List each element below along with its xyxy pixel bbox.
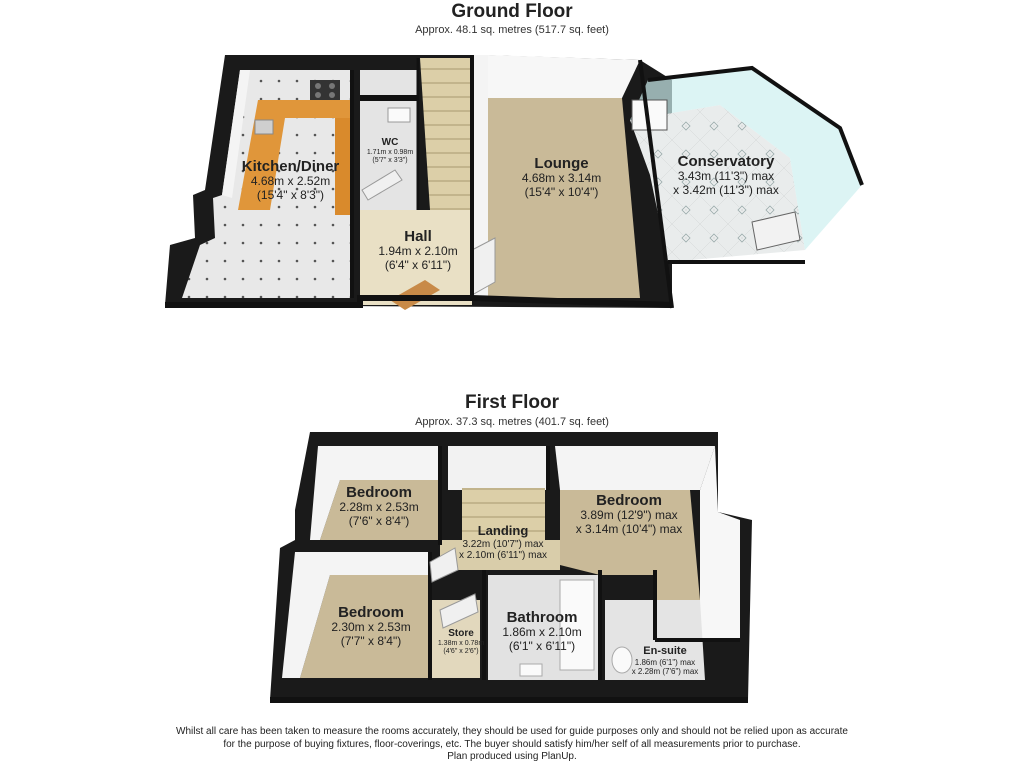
wc-toilet-icon [388, 108, 410, 122]
bedroom-2-wall [555, 446, 715, 490]
wc-label: WC 1.71m x 0.98m (5'7" x 3'3") [366, 137, 414, 164]
ground-floor-title: Ground Floor [451, 1, 573, 22]
landing-label: Landing 3.22m (10'7") max x 2.10m (6'11") max [458, 523, 548, 562]
store-label: Store 1.38m x 0.78m (4'6" x 2'6") [437, 628, 485, 655]
bedroom-1-label: Bedroom 2.28m x 2.53m (7'6" x 8'4") [339, 484, 419, 529]
landing-stair-void [448, 446, 548, 490]
bedroom-2-wall-right [700, 446, 740, 640]
ground-floor-area: Approx. 48.1 sq. metres (517.7 sq. feet) [415, 24, 609, 36]
bathroom-label: Bathroom 1.86m x 2.10m (6'1" x 6'11") [502, 609, 582, 654]
disclaimer-line-3: Plan produced using PlanUp. [447, 751, 577, 762]
first-floor-title: First Floor [465, 392, 559, 413]
lounge-wall-back [488, 55, 640, 98]
hob-icon [310, 80, 340, 100]
bedroom-3-label: Bedroom 2.30m x 2.53m (7'7" x 8'4") [331, 604, 411, 649]
disclaimer [0, 726, 1024, 764]
lounge-label: Lounge 4.68m x 3.14m (15'4" x 10'4") [521, 155, 602, 200]
bedroom-2-label: Bedroom 3.89m (12'9") max x 3.14m (10'4") max [575, 492, 683, 537]
bathroom-basin-icon [520, 664, 542, 676]
hall-label: Hall 1.94m x 2.10m (6'4" x 6'11") [378, 228, 458, 273]
kitchen-label: Kitchen/Diner 4.68m x 2.52m (15'4" x 8'3") [241, 158, 340, 203]
first-floor-area: Approx. 37.3 sq. metres (401.7 sq. feet) [415, 416, 609, 428]
disclaimer-line-2: for the purpose of buying fixtures, floor-coverings, etc. The buyer should satisfy him/her self of all measurements prior to purchase. [223, 738, 801, 750]
conservatory-label: Conservatory 3.43m (11'3") max x 3.42m (11'3") max [673, 153, 779, 198]
ensuite-label: En-suite 1.86m (6'1") max x 2.28m (7'6") max [631, 645, 699, 676]
sink-icon [255, 120, 273, 134]
disclaimer-line-1: Whilst all care has been taken to measure the rooms accurately, they should be used for guide purposes only and should not be relied upon as accurate [176, 726, 848, 737]
